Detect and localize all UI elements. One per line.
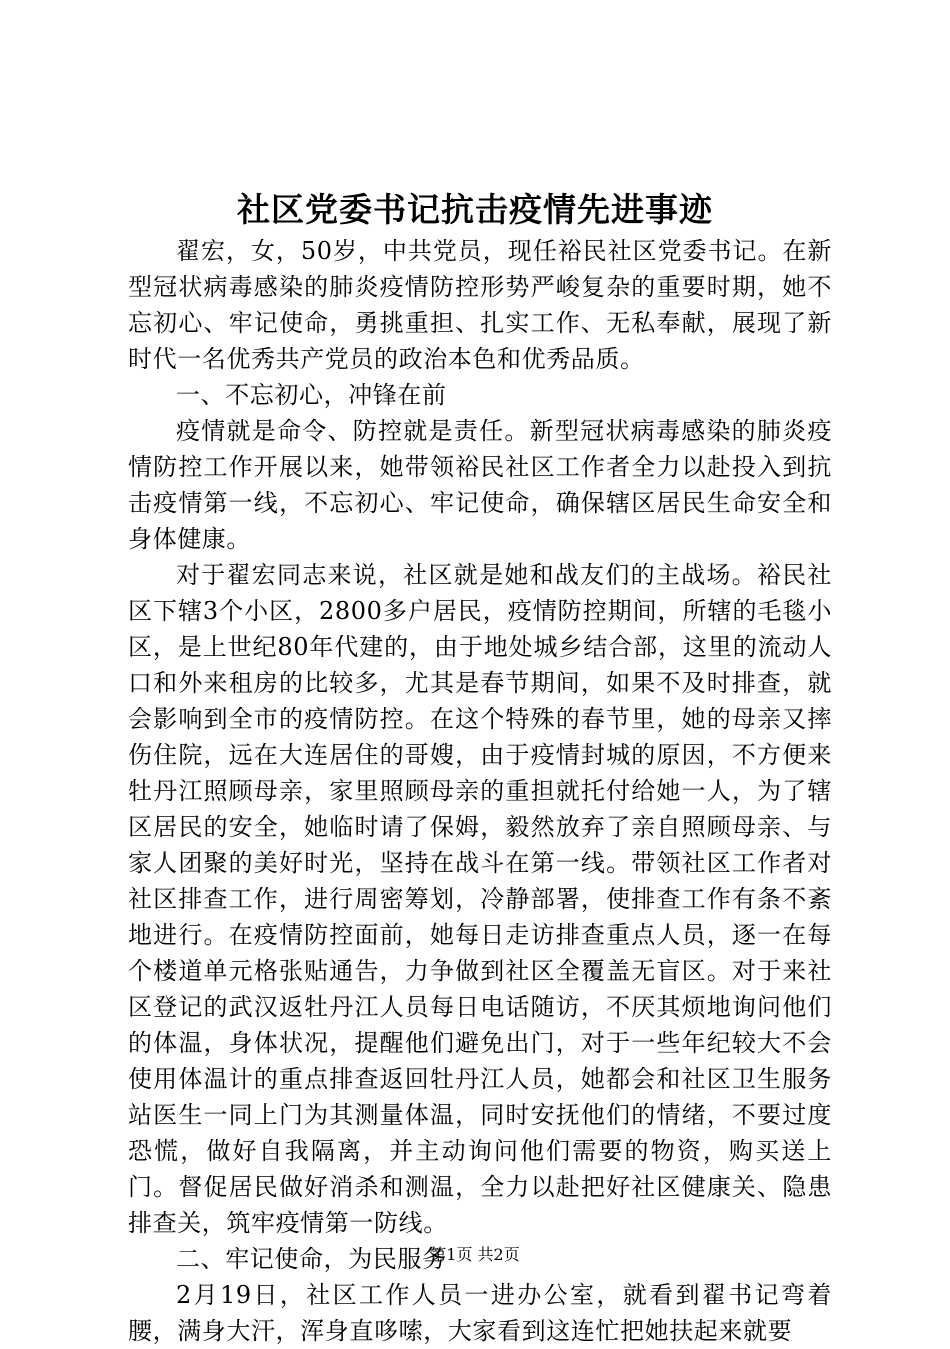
paragraph-section-1-lead: 疫情就是命令、防控就是责任。新型冠状病毒感染的肺炎疫情防控工作开展以来，她带领裕民社区工作者全力以赴投入到抗击疫情第一线，不忘初心、牢记使命，确保辖区居民生命安全和身体健康。 <box>128 417 832 553</box>
section-heading-1: 一、不忘初心，冲锋在前 <box>176 381 447 409</box>
paragraph-section-1-body: 对于翟宏同志来说，社区就是她和战友们的主战场。裕民社区下辖3个小区，2800多户居民，疫情防控期间，所辖的毛毯小区，是上世纪80年代建的，由于地处城乡结合部，这里的流动人口和外来租房的比较多，尤其是春节期间，如果不及时排查，就会影响到全市的疫情防控。在这个特殊的春节里，她的母亲又摔伤住院，远在大连居住的哥嫂，由于疫情封城的原因，不方便来牡丹江照顾母亲，家里照顾母亲的重担就托付给她一人，为了辖区居民的安全，她临时请了保姆，毅然放弃了亲自照顾母亲、与家人团聚的美好时光，坚持在战斗在第一线。带领社区工作者对社区排查工作，进行周密筹划，冷静部署，使排查工作有条不紊地进行。在疫情防控面前，她每日走访排查重点人员，逐一在每个楼道单元格张贴通告，力争做到社区全覆盖无盲区。对于来社区登记的武汉返牡丹江人员每日电话随访，不厌其烦地询问他们的体温，身体状况，提醒他们避免出门，对于一些年纪较大不会使用体温计的重点排查返回牡丹江人员，她都会和社区卫生服务站医生一同上门为其测量体温，同时安抚他们的情绪，不要过度恐慌，做好自我隔离，并主动询问他们需要的物资，购买送上门。督促居民做好消杀和测温，全力以赴把好社区健康关、隐患排查关，筑牢疫情第一防线。 <box>128 561 832 1237</box>
section-heading-2: 二、牢记使命，为民服务 <box>176 1245 447 1273</box>
page-indicator: 第1页 共2页 <box>430 1245 520 1264</box>
document-title: 社区党委书记抗击疫情先进事迹 <box>237 190 713 229</box>
document-body <box>128 233 832 1349</box>
paragraph-intro: 翟宏，女，50岁，中共党员，现任裕民社区党委书记。在新型冠状病毒感染的肺炎疫情防控形势严峻复杂的重要时期，她不忘初心、牢记使命，勇挑重担、扎实工作、无私奉献，展现了新时代一名优秀共产党员的政治本色和优秀品质。 <box>128 237 832 373</box>
paragraph-section-2-body: 2月19日，社区工作人员一进办公室，就看到翟书记弯着腰，满身大汗，浑身直哆嗦，大家看到这连忙把她扶起来就要 <box>128 1281 832 1345</box>
